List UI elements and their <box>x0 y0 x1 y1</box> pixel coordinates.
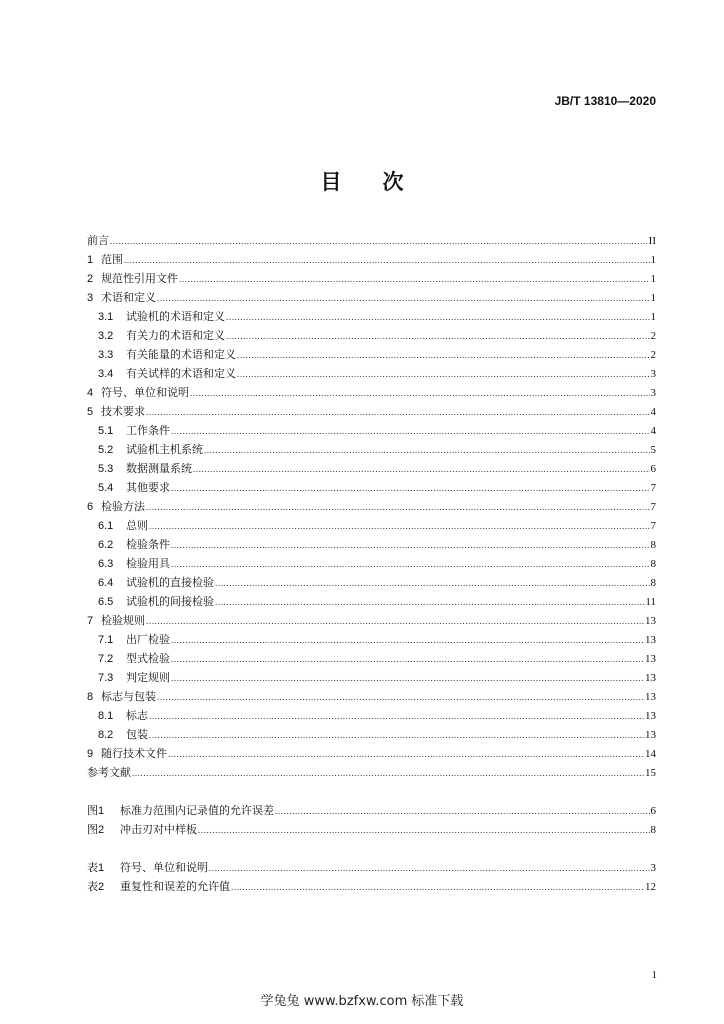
toc-entry[interactable] <box>87 269 656 288</box>
entry-page-number: 8 <box>650 824 656 836</box>
entry-number: 2 <box>87 273 94 285</box>
entry-title: 标志 <box>126 709 148 722</box>
toc-entry[interactable] <box>87 554 656 573</box>
entry-page-number: 13 <box>645 615 656 627</box>
entry-page-number: 1 <box>650 273 656 285</box>
toc-entry[interactable] <box>87 687 656 706</box>
toc-entry[interactable] <box>87 250 656 269</box>
toc-entry[interactable] <box>87 231 656 250</box>
dot-leader <box>226 308 650 327</box>
entry-page-number: 7 <box>650 482 656 494</box>
entry-number: 4 <box>87 387 94 399</box>
dot-leader <box>132 764 644 783</box>
entry-title: 出厂检验 <box>126 633 170 646</box>
dot-leader <box>171 669 644 688</box>
dot-leader <box>171 650 644 669</box>
document-code: JB/T 13810—2020 <box>554 94 656 108</box>
entry-number: 3 <box>87 292 94 304</box>
entry-number: 图1 <box>87 805 105 817</box>
dot-leader <box>146 498 650 517</box>
toc-entry[interactable] <box>87 573 656 592</box>
entry-title: 有关力的术语和定义 <box>126 329 225 342</box>
dot-leader <box>179 270 650 289</box>
toc-entry[interactable] <box>87 383 656 402</box>
toc-entry[interactable] <box>87 307 656 326</box>
entry-title: 其他要求 <box>126 481 170 494</box>
entry-title: 试验机主机系统 <box>126 443 203 456</box>
entry-title: 标准力范围内记录值的允许误差 <box>120 804 274 817</box>
entry-title: 试验机的直接检验 <box>126 576 214 589</box>
entry-page-number: 15 <box>645 767 656 779</box>
dot-leader <box>110 232 648 251</box>
entry-number: 7.1 <box>98 634 114 646</box>
entry-page-number: II <box>648 235 656 247</box>
entry-title: 技术要求 <box>101 405 145 418</box>
dot-leader <box>215 574 650 593</box>
entry-title: 数据测量系统 <box>126 462 192 475</box>
dot-leader <box>198 821 650 840</box>
entry-title: 标志与包装 <box>101 690 156 703</box>
entry-number: 5.3 <box>98 463 114 475</box>
entry-page-number: 3 <box>650 387 656 399</box>
dot-leader <box>149 726 644 745</box>
entry-page-number: 1 <box>650 311 656 323</box>
dot-leader <box>171 536 650 555</box>
dot-leader <box>171 422 650 441</box>
toc-entry[interactable] <box>87 345 656 364</box>
toc-entry[interactable] <box>87 459 656 478</box>
dot-leader <box>275 802 650 821</box>
dot-leader <box>215 593 644 612</box>
entry-number: 6.5 <box>98 596 114 608</box>
entry-page-number: 13 <box>645 653 656 665</box>
entry-page-number: 8 <box>650 577 656 589</box>
entry-page-number: 11 <box>645 596 656 608</box>
entry-page-number: 14 <box>645 748 656 760</box>
entry-number: 5.2 <box>98 444 114 456</box>
entry-page-number: 13 <box>645 710 656 722</box>
entry-page-number: 6 <box>650 463 656 475</box>
toc-entry[interactable] <box>87 744 656 763</box>
entry-title: 检验用具 <box>126 557 170 570</box>
toc-entry[interactable] <box>87 706 656 725</box>
toc-entry[interactable] <box>87 649 656 668</box>
table-entry[interactable] <box>87 877 656 896</box>
entry-title: 范围 <box>101 253 123 266</box>
entry-number: 7 <box>87 615 94 627</box>
entry-number: 5.4 <box>98 482 114 494</box>
toc-entry[interactable] <box>87 611 656 630</box>
dot-leader <box>193 460 650 479</box>
entry-page-number: 13 <box>645 672 656 684</box>
dot-leader <box>146 403 650 422</box>
toc-entry[interactable] <box>87 402 656 421</box>
entry-page-number: 2 <box>650 349 656 361</box>
entry-number: 7.2 <box>98 653 114 665</box>
toc-entry[interactable] <box>87 668 656 687</box>
toc-entry[interactable] <box>87 364 656 383</box>
entry-title: 符号、单位和说明 <box>120 861 208 874</box>
entry-number: 7.3 <box>98 672 114 684</box>
entry-page-number: 13 <box>645 729 656 741</box>
entry-number: 表1 <box>87 862 105 874</box>
entry-title: 随行技术文件 <box>101 747 167 760</box>
entry-number: 5 <box>87 406 94 418</box>
dot-leader <box>149 707 644 726</box>
entry-title: 有关试样的术语和定义 <box>126 367 236 380</box>
dot-leader <box>146 612 644 631</box>
toc-entry[interactable] <box>87 421 656 440</box>
page-number: 1 <box>651 969 657 981</box>
entry-title: 工作条件 <box>126 424 170 437</box>
toc-list <box>87 231 656 782</box>
footer-watermark: 学兔兔 www.bzfxw.com 标准下载 <box>260 994 464 1009</box>
dot-leader <box>149 517 650 536</box>
entry-title: 判定规则 <box>126 671 170 684</box>
entry-title: 前言 <box>87 234 109 247</box>
entry-number: 6 <box>87 501 94 513</box>
entry-title: 型式检验 <box>126 652 170 665</box>
entry-page-number: 1 <box>650 292 656 304</box>
entry-page-number: 13 <box>645 691 656 703</box>
figure-entry[interactable] <box>87 820 656 839</box>
entry-page-number: 12 <box>645 881 656 893</box>
entry-title: 冲击刃对中样板 <box>120 823 197 836</box>
dot-leader <box>171 555 650 574</box>
entry-number: 6.1 <box>98 520 114 532</box>
dot-leader <box>157 688 644 707</box>
dot-leader <box>237 365 650 384</box>
entry-title: 总则 <box>126 519 148 532</box>
toc-entry[interactable] <box>87 516 656 535</box>
entry-title: 检验规则 <box>101 614 145 627</box>
page-title: 目 次 <box>320 170 414 194</box>
entry-number: 8.1 <box>98 710 114 722</box>
entry-number: 3.4 <box>98 368 114 380</box>
dot-leader <box>190 384 650 403</box>
entry-title: 术语和定义 <box>101 291 156 304</box>
entry-number: 5.1 <box>98 425 114 437</box>
entry-page-number: 4 <box>650 406 656 418</box>
entry-number: 6.2 <box>98 539 114 551</box>
entry-title: 试验机的间接检验 <box>126 595 214 608</box>
entry-number: 3.1 <box>98 311 114 323</box>
entry-page-number: 6 <box>650 805 656 817</box>
entry-title: 检验条件 <box>126 538 170 551</box>
toc-entry[interactable] <box>87 725 656 744</box>
toc-entry[interactable] <box>87 763 656 782</box>
table-entry[interactable] <box>87 858 656 877</box>
entry-title: 试验机的术语和定义 <box>126 310 225 323</box>
toc-entry[interactable] <box>87 630 656 649</box>
entry-page-number: 13 <box>645 634 656 646</box>
entry-page-number: 7 <box>650 501 656 513</box>
dot-leader <box>124 251 650 270</box>
dot-leader <box>226 327 650 346</box>
entry-page-number: 1 <box>650 254 656 266</box>
entry-title: 检验方法 <box>101 500 145 513</box>
table-of-contents <box>87 231 656 896</box>
entry-number: 8.2 <box>98 729 114 741</box>
entry-page-number: 7 <box>650 520 656 532</box>
entry-title: 规范性引用文件 <box>101 272 178 285</box>
dot-leader <box>171 631 644 650</box>
figure-entry[interactable] <box>87 801 656 820</box>
entry-number: 表2 <box>87 881 105 893</box>
toc-entry[interactable] <box>87 326 656 345</box>
entry-title: 参考文献 <box>87 766 131 779</box>
entry-page-number: 3 <box>650 862 656 874</box>
entry-title: 有关能量的术语和定义 <box>126 348 236 361</box>
toc-entry[interactable] <box>87 592 656 611</box>
entry-page-number: 5 <box>650 444 656 456</box>
entry-number: 3.3 <box>98 349 114 361</box>
toc-entry[interactable] <box>87 440 656 459</box>
entry-page-number: 3 <box>650 368 656 380</box>
tables-list <box>87 858 656 896</box>
dot-leader <box>157 289 650 308</box>
entry-title: 包装 <box>126 728 148 741</box>
dot-leader <box>168 745 644 764</box>
toc-entry[interactable] <box>87 288 656 307</box>
entry-number: 6.4 <box>98 577 114 589</box>
entry-page-number: 8 <box>650 539 656 551</box>
entry-page-number: 8 <box>650 558 656 570</box>
dot-leader <box>204 441 650 460</box>
entry-page-number: 4 <box>650 425 656 437</box>
dot-leader <box>237 346 650 365</box>
entry-title: 重复性和误差的允许值 <box>120 880 230 893</box>
entry-number: 图2 <box>87 824 105 836</box>
dot-leader <box>171 479 650 498</box>
entry-number: 1 <box>87 254 94 266</box>
entry-number: 6.3 <box>98 558 114 570</box>
toc-entry[interactable] <box>87 535 656 554</box>
dot-leader <box>231 878 644 897</box>
entry-number: 9 <box>87 748 94 760</box>
entry-page-number: 2 <box>650 330 656 342</box>
entry-number: 3.2 <box>98 330 114 342</box>
entry-number: 8 <box>87 691 94 703</box>
toc-entry[interactable] <box>87 497 656 516</box>
dot-leader <box>209 859 650 878</box>
toc-entry[interactable] <box>87 478 656 497</box>
figures-list <box>87 801 656 839</box>
entry-title: 符号、单位和说明 <box>101 386 189 399</box>
